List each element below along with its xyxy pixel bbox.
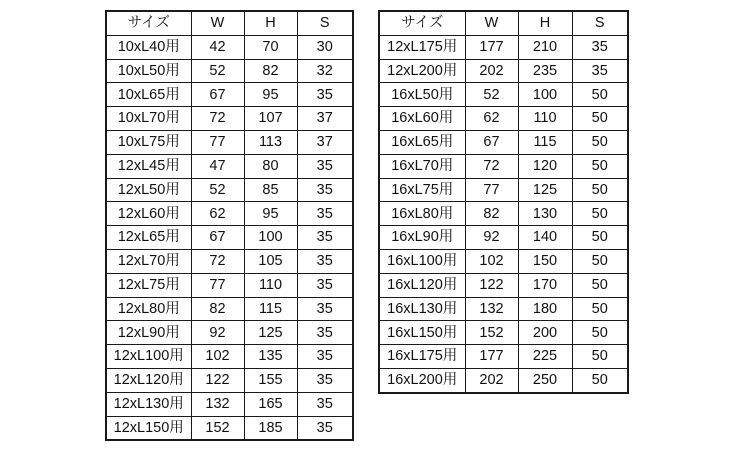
cell-h: 85 xyxy=(244,178,297,202)
cell-w: 152 xyxy=(465,321,518,345)
cell-w: 72 xyxy=(191,249,244,273)
cell-size: 16xL65用 xyxy=(379,130,465,154)
cell-s: 35 xyxy=(297,297,353,321)
cell-s: 30 xyxy=(297,35,353,59)
cell-h: 200 xyxy=(518,321,572,345)
cell-size: 12xL150用 xyxy=(106,416,191,440)
table-header-row xyxy=(106,11,353,35)
cell-w: 67 xyxy=(191,83,244,107)
header-size: サイズ xyxy=(379,11,465,35)
cell-s: 50 xyxy=(572,178,628,202)
table-row xyxy=(379,368,628,392)
table-row xyxy=(106,249,353,273)
cell-size: 16xL120用 xyxy=(379,273,465,297)
header-s: S xyxy=(297,11,353,35)
cell-s: 35 xyxy=(297,226,353,250)
table-row xyxy=(106,83,353,107)
table-row xyxy=(379,345,628,369)
cell-s: 50 xyxy=(572,83,628,107)
table-row xyxy=(106,345,353,369)
cell-w: 77 xyxy=(191,130,244,154)
header-w: W xyxy=(465,11,518,35)
cell-w: 132 xyxy=(191,392,244,416)
cell-size: 12xL90用 xyxy=(106,321,191,345)
cell-w: 82 xyxy=(191,297,244,321)
cell-size: 16xL50用 xyxy=(379,83,465,107)
table-row xyxy=(106,35,353,59)
table-body-right xyxy=(379,35,628,392)
cell-s: 50 xyxy=(572,321,628,345)
cell-size: 16xL90用 xyxy=(379,226,465,250)
cell-size: 12xL70用 xyxy=(106,249,191,273)
cell-size: 12xL100用 xyxy=(106,345,191,369)
cell-size: 16xL130用 xyxy=(379,297,465,321)
cell-w: 52 xyxy=(191,178,244,202)
cell-s: 35 xyxy=(297,83,353,107)
cell-w: 102 xyxy=(191,345,244,369)
header-h: H xyxy=(518,11,572,35)
table-row xyxy=(106,416,353,440)
table-row xyxy=(379,178,628,202)
cell-s: 35 xyxy=(297,273,353,297)
cell-size: 12xL80用 xyxy=(106,297,191,321)
cell-w: 122 xyxy=(465,273,518,297)
table-row xyxy=(379,321,628,345)
cell-size: 10xL75用 xyxy=(106,130,191,154)
table-row xyxy=(106,107,353,131)
cell-s: 35 xyxy=(572,35,628,59)
table-row xyxy=(379,249,628,273)
size-table-left xyxy=(105,10,354,441)
cell-w: 132 xyxy=(465,297,518,321)
cell-size: 16xL175用 xyxy=(379,345,465,369)
cell-size: 12xL120用 xyxy=(106,368,191,392)
cell-w: 77 xyxy=(465,178,518,202)
table-row xyxy=(379,297,628,321)
table-row xyxy=(379,107,628,131)
cell-h: 180 xyxy=(518,297,572,321)
cell-w: 52 xyxy=(465,83,518,107)
table-row xyxy=(379,83,628,107)
cell-h: 130 xyxy=(518,202,572,226)
cell-s: 50 xyxy=(572,368,628,392)
cell-h: 170 xyxy=(518,273,572,297)
header-h: H xyxy=(244,11,297,35)
cell-s: 50 xyxy=(572,226,628,250)
cell-s: 35 xyxy=(297,154,353,178)
cell-h: 107 xyxy=(244,107,297,131)
cell-h: 115 xyxy=(518,130,572,154)
cell-s: 35 xyxy=(297,392,353,416)
cell-h: 105 xyxy=(244,249,297,273)
table-row xyxy=(106,392,353,416)
cell-h: 115 xyxy=(244,297,297,321)
cell-size: 12xL175用 xyxy=(379,35,465,59)
cell-w: 152 xyxy=(191,416,244,440)
cell-h: 225 xyxy=(518,345,572,369)
table-row xyxy=(379,59,628,83)
size-table-right xyxy=(378,10,629,394)
cell-size: 16xL80用 xyxy=(379,202,465,226)
cell-size: 12xL60用 xyxy=(106,202,191,226)
cell-w: 67 xyxy=(465,130,518,154)
cell-size: 12xL45用 xyxy=(106,154,191,178)
table-header-row xyxy=(379,11,628,35)
cell-w: 62 xyxy=(465,107,518,131)
cell-h: 110 xyxy=(518,107,572,131)
cell-size: 10xL40用 xyxy=(106,35,191,59)
cell-size: 12xL65用 xyxy=(106,226,191,250)
cell-size: 16xL200用 xyxy=(379,368,465,392)
cell-w: 47 xyxy=(191,154,244,178)
cell-w: 52 xyxy=(191,59,244,83)
header-s: S xyxy=(572,11,628,35)
cell-h: 210 xyxy=(518,35,572,59)
cell-size: 16xL75用 xyxy=(379,178,465,202)
cell-h: 140 xyxy=(518,226,572,250)
table-row xyxy=(106,321,353,345)
cell-w: 42 xyxy=(191,35,244,59)
cell-size: 10xL50用 xyxy=(106,59,191,83)
cell-size: 10xL65用 xyxy=(106,83,191,107)
cell-s: 35 xyxy=(297,368,353,392)
cell-h: 95 xyxy=(244,202,297,226)
cell-h: 135 xyxy=(244,345,297,369)
cell-h: 150 xyxy=(518,249,572,273)
cell-s: 37 xyxy=(297,130,353,154)
cell-s: 35 xyxy=(297,178,353,202)
cell-h: 110 xyxy=(244,273,297,297)
cell-w: 82 xyxy=(465,202,518,226)
table-row xyxy=(106,154,353,178)
cell-h: 235 xyxy=(518,59,572,83)
table-row xyxy=(379,226,628,250)
table-row xyxy=(379,154,628,178)
cell-s: 50 xyxy=(572,130,628,154)
cell-s: 35 xyxy=(297,202,353,226)
cell-s: 35 xyxy=(297,249,353,273)
cell-size: 12xL200用 xyxy=(379,59,465,83)
cell-w: 102 xyxy=(465,249,518,273)
cell-h: 250 xyxy=(518,368,572,392)
table-row xyxy=(379,202,628,226)
table-row xyxy=(106,178,353,202)
cell-w: 62 xyxy=(191,202,244,226)
cell-h: 185 xyxy=(244,416,297,440)
table-row xyxy=(379,273,628,297)
cell-s: 50 xyxy=(572,273,628,297)
cell-w: 77 xyxy=(191,273,244,297)
cell-s: 50 xyxy=(572,107,628,131)
table-row xyxy=(106,368,353,392)
table-row xyxy=(106,130,353,154)
cell-w: 72 xyxy=(465,154,518,178)
table-row xyxy=(379,130,628,154)
table-body-left xyxy=(106,35,353,440)
cell-size: 16xL100用 xyxy=(379,249,465,273)
table-row xyxy=(106,226,353,250)
cell-s: 50 xyxy=(572,154,628,178)
cell-size: 12xL130用 xyxy=(106,392,191,416)
cell-s: 35 xyxy=(297,345,353,369)
cell-h: 125 xyxy=(244,321,297,345)
cell-s: 35 xyxy=(572,59,628,83)
cell-s: 50 xyxy=(572,345,628,369)
cell-s: 35 xyxy=(297,321,353,345)
cell-size: 12xL50用 xyxy=(106,178,191,202)
cell-s: 35 xyxy=(297,416,353,440)
header-size: サイズ xyxy=(106,11,191,35)
cell-size: 16xL150用 xyxy=(379,321,465,345)
cell-h: 80 xyxy=(244,154,297,178)
cell-h: 120 xyxy=(518,154,572,178)
cell-s: 32 xyxy=(297,59,353,83)
table-row xyxy=(379,35,628,59)
cell-h: 125 xyxy=(518,178,572,202)
table-row xyxy=(106,297,353,321)
cell-size: 12xL75用 xyxy=(106,273,191,297)
header-w: W xyxy=(191,11,244,35)
cell-w: 67 xyxy=(191,226,244,250)
cell-w: 122 xyxy=(191,368,244,392)
cell-s: 50 xyxy=(572,297,628,321)
cell-size: 10xL70用 xyxy=(106,107,191,131)
cell-h: 82 xyxy=(244,59,297,83)
cell-w: 202 xyxy=(465,368,518,392)
table-row xyxy=(106,202,353,226)
cell-h: 100 xyxy=(518,83,572,107)
cell-h: 100 xyxy=(244,226,297,250)
cell-s: 37 xyxy=(297,107,353,131)
cell-h: 113 xyxy=(244,130,297,154)
cell-w: 177 xyxy=(465,345,518,369)
cell-h: 95 xyxy=(244,83,297,107)
cell-s: 50 xyxy=(572,249,628,273)
table-row xyxy=(106,59,353,83)
cell-s: 50 xyxy=(572,202,628,226)
cell-h: 70 xyxy=(244,35,297,59)
table-row xyxy=(106,273,353,297)
cell-size: 16xL60用 xyxy=(379,107,465,131)
cell-h: 155 xyxy=(244,368,297,392)
cell-h: 165 xyxy=(244,392,297,416)
cell-w: 92 xyxy=(465,226,518,250)
cell-w: 92 xyxy=(191,321,244,345)
cell-w: 72 xyxy=(191,107,244,131)
cell-size: 16xL70用 xyxy=(379,154,465,178)
cell-w: 202 xyxy=(465,59,518,83)
cell-w: 177 xyxy=(465,35,518,59)
